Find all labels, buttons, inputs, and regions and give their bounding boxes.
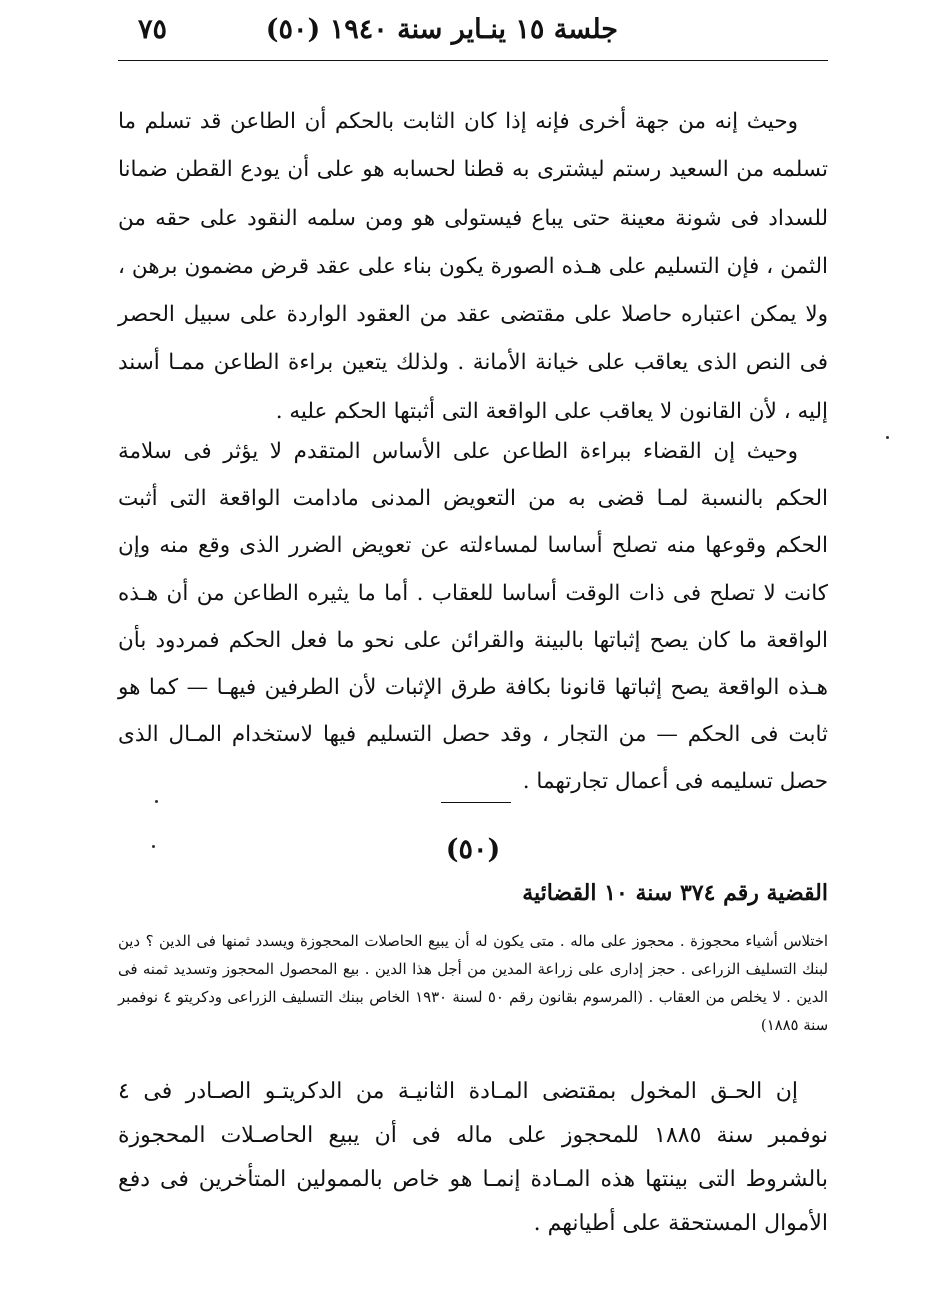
case-title: القضية رقم ٣٧٤ سنة ١٠ القضائية [522, 880, 828, 906]
case-summary [118, 928, 828, 1040]
section-divider [441, 802, 511, 803]
page-header [118, 14, 828, 58]
scan-speck [886, 436, 889, 439]
case-summary-text: اختلاس أشياء محجوزة . محجوز على ماله . متى يكون له أن يبيع الحاصلات المحجوزة ويسدد ثمنها فى الدين ؟ دين لبنك التسليف الزراعى . حجز إدارى على زراعة المدين من أجل هذا الدين . بيع المحصول المحجوز وتسديد ثمنه فى الدين . لا يخلص من العقاب . (المرسوم بقانون رقم ٥٠ لسنة ١٩٣٠ الخاص ببنك التسليف الزراعى ودكريتو ٤ نوفمبر سنة ١٨٨٥) [118, 933, 829, 1034]
scan-speck [152, 845, 155, 848]
case-number: (٥٠) [445, 834, 501, 865]
running-title: جلسة ١٥ ينـاير سنة ١٩٤٠ (٥٠) [265, 14, 618, 45]
paragraph-3: إن الحـق المخول بمقتضى المـادة الثانيـة من الدكريتـو الصـادر فى ٤ نوفمبر سنة ١٨٨٥ للمحجوز على ماله فى أن يبيع الحاصـلات المحجوزة بالشروط التى بينتها هذه المـادة إنمـا هو خاص بالممولين المتأخرين فى دفع الأموال المستحقة على أطيانهم . [118, 1079, 828, 1236]
page-number: ٧٥ [138, 14, 168, 45]
header-divider [118, 60, 828, 61]
paragraph-1: وحيث إنه من جهة أخرى فإنه إذا كان الثابت بالحكم أن الطاعن قد تسلم ما تسلمه من السعيد رستم ليشترى به قطنا لحسابه هو على أن يودع القطن ضمانا للسداد فى شونة معينة حتى يباع فيستولى هو ومن سلمه النقود على حقه من الثمن ، فإن التسليم على هـذه الصورة يكون بناء على عقد قرض مضمون برهن ، ولا يمكن اعتباره حاصلا على مقتضى عقد من العقود الواردة على سبيل الحصر فى النص الذى يعاقب على خيانة الأمانة . ولذلك يتعين براءة الطاعن ممـا أسند إليه ، لأن القانون لا يعاقب على الواقعة التى أثبتها الحكم عليه . [118, 109, 828, 424]
scan-speck [155, 800, 158, 803]
paragraph-2: وحيث إن القضاء ببراءة الطاعن على الأساس المتقدم لا يؤثر فى سلامة الحكم بالنسبة لمـا قضى به من التعويض المدنى مادامت الواقعة التى أثبت الحكم وقوعها منه تصلح أساسا لمساءلته عن تعويض الضرر الذى وقع منه وإن كانت لا تصلح فى ذات الوقت أساسا للعقاب . أما ما يثيره الطاعن من أن هـذه الواقعة ما كان يصح إثباتها بالبينة والقرائن على نحو ما فعل الحكم فمردود بأن هـذه الواقعة يصح إثباتها قانونا بكافة طرق الإثبات لأن الطرفين فيهـا — كما هو ثابت فى الحكم — من التجار ، وقد حصل التسليم فيها لاستخدام المـال الذى حصل تسليمه فى أعمال تجارتهما . [118, 439, 828, 795]
